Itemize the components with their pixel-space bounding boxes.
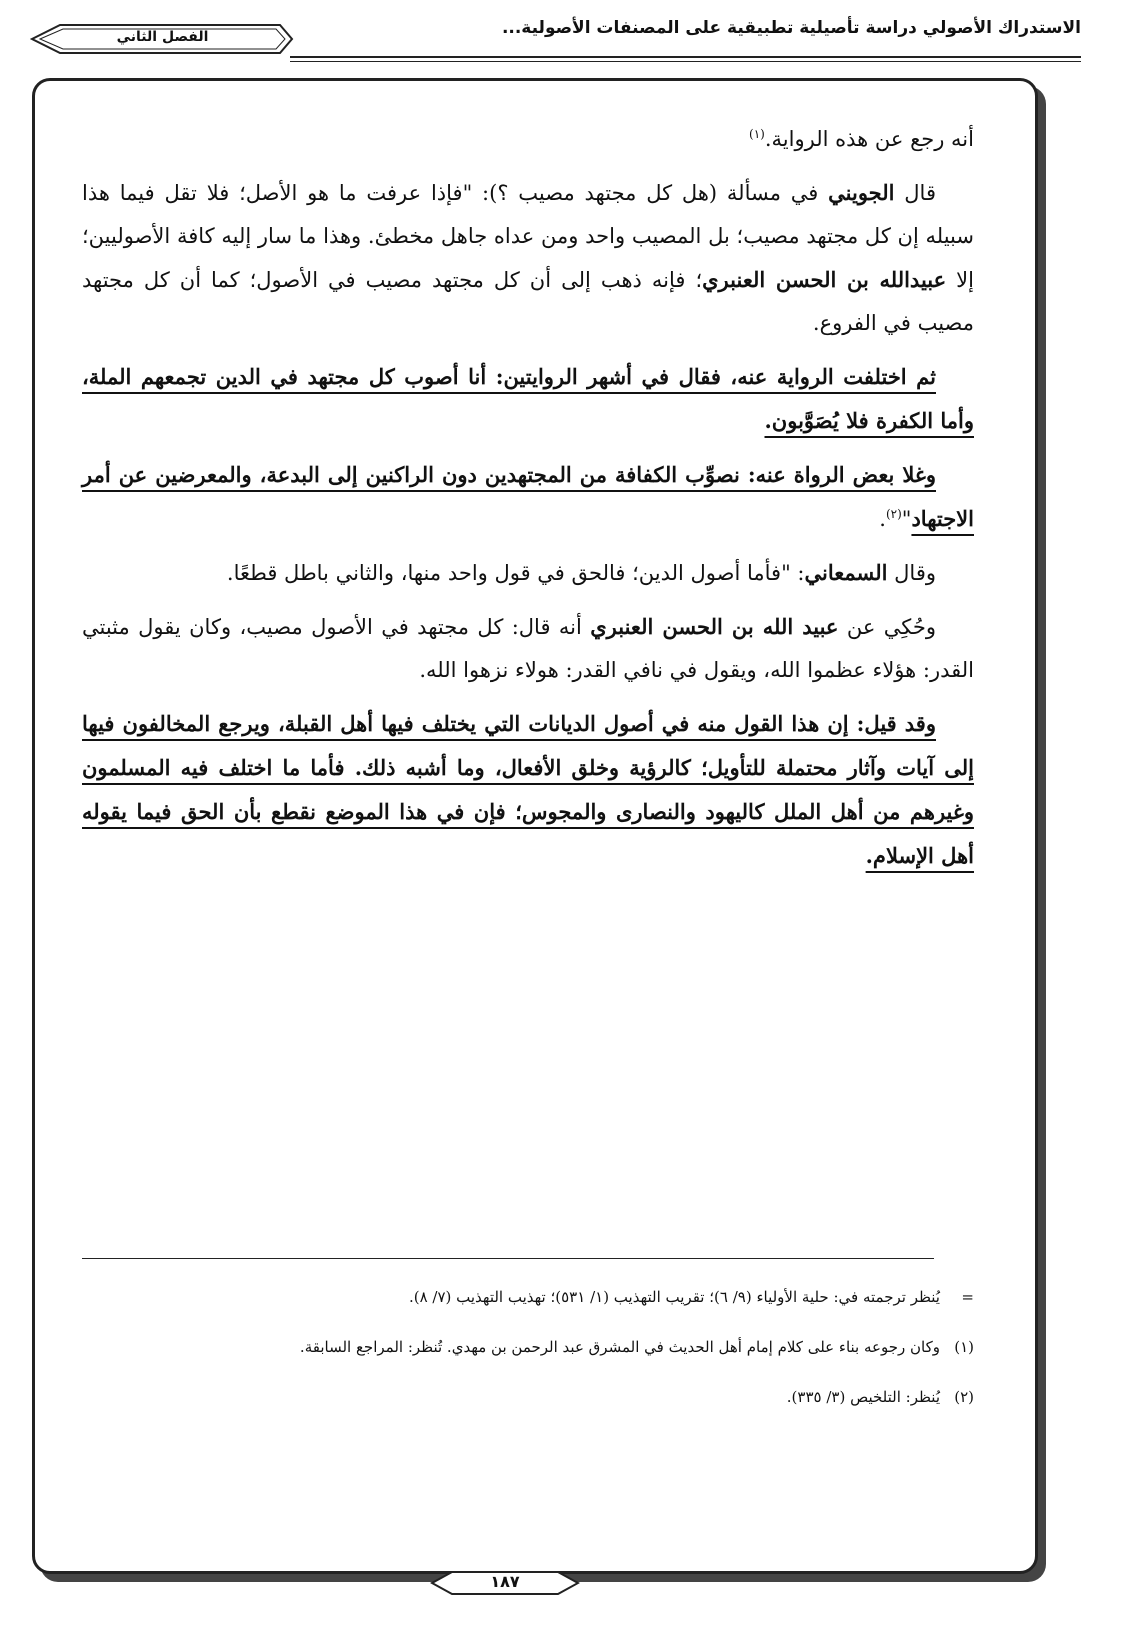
chapter-tab bbox=[30, 22, 295, 56]
author-name-anbari: عبيدالله بن الحسن العنبري bbox=[702, 267, 947, 292]
paragraph-5: وقال السمعاني: "فأما أصول الدين؛ فالحق في قول واحد منها، والثاني باطل قطعًا. bbox=[226, 560, 936, 585]
page-number: ١٨٧ bbox=[490, 1572, 520, 1591]
paragraph-4: وغلا بعض الرواة عنه: نصوِّب الكفافة من المجتهدين دون الراكنين إلى البدعة، والمعرضين عن أمر الاجتهاد"$^{(٢)}$. bbox=[82, 462, 974, 531]
running-header-title: الاستدراك الأصولي دراسة تأصيلية تطبيقية على المصنفات الأصولية... bbox=[501, 18, 1081, 38]
chapter-label: الفصل الثاني bbox=[116, 29, 209, 45]
footnote-ref-2: (٢) bbox=[885, 507, 902, 521]
page-number-badge bbox=[430, 1570, 580, 1596]
paragraph-3 bbox=[82, 355, 974, 443]
footnote-separator bbox=[82, 1258, 934, 1259]
highlighted-quote-2: وغلا بعض الرواة عنه: نصوِّب الكفافة من المجتهدين دون الراكنين إلى البدعة، والمعرضين عن أمر الاجتهاد bbox=[82, 462, 974, 531]
highlighted-quote-1: ثم اختلفت الرواية عنه، فقال في أشهر الروايتين: أنا أصوب كل مجتهد في الدين تجمعهم الملة، وأما الكفرة فلا يُصَوَّبون. bbox=[82, 364, 974, 433]
author-name-juwayni: الجويني bbox=[828, 180, 895, 205]
paragraph-2: قال الجويني في مسألة (هل كل مجتهد مصيب ؟): "فإذا عرفت ما هو الأصل؛ فلا تقل فيما هذا سبيله إن كل مجتهد مصيب؛ بل المصيب واحد ومن عداه جاهل مخطئ. وهذا ما سار إليه كافة الأصوليين؛ إلا عبيدالله بن الحسن العنبري؛ فإنه ذهب إلى أن كل مجتهد مصيب في الأصول؛ كما أن كل مجتهد مصيب في الفروع. bbox=[82, 180, 974, 335]
paragraph-7 bbox=[82, 702, 974, 878]
footnote-0: =يُنظر ترجمته في: حلية الأولياء (٩/ ٦)؛ تقريب التهذيب (١/ ٥٣١)؛ تهذيب التهذيب (٧/ ٨). bbox=[408, 1288, 974, 1306]
header-rule-top bbox=[290, 56, 1081, 58]
header-rule-bottom bbox=[290, 61, 1081, 62]
author-name-anbari-2: عبيد الله بن الحسن العنبري bbox=[590, 614, 839, 639]
footnote-ref-1: (١) bbox=[749, 127, 765, 141]
footnote-1: (١)وكان رجوعه بناء على كلام إمام أهل الحديث في المشرق عبد الرحمن بن مهدي. تُنظر: المراجع السابقة. bbox=[299, 1338, 974, 1356]
author-name-samani: السمعاني bbox=[804, 560, 888, 585]
paragraph-1: أنه رجع عن هذه الرواية.$^{(١)}$ bbox=[749, 127, 974, 151]
footnote-2: (٢)يُنظر: التلخيص (٣/ ٣٣٥). bbox=[786, 1388, 974, 1406]
paragraph-6: وحُكِي عن عبيد الله بن الحسن العنبري أنه قال: كل مجتهد في الأصول مصيب، وكان يقول مثبتي القدر: هؤلاء عظموا الله، ويقول في نافي القدر: هولاء نزهوا الله. bbox=[82, 614, 974, 682]
main-text bbox=[82, 118, 974, 888]
highlighted-quote-3: وقد قيل: إن هذا القول منه في أصول الديانات التي يختلف فيها أهل القبلة، ويرجع المخالفون فيها إلى آيات وآثار محتملة للتأويل؛ كالرؤية وخلق الأفعال، وما أشبه ذلك. فأما ما اختلف فيه المسلمون وغيرهم من أهل الملل كاليهود والنصارى والمجوس؛ فإن في هذا الموضع نقطع بأن الحق فيما يقوله أهل الإسلام. bbox=[82, 711, 974, 868]
